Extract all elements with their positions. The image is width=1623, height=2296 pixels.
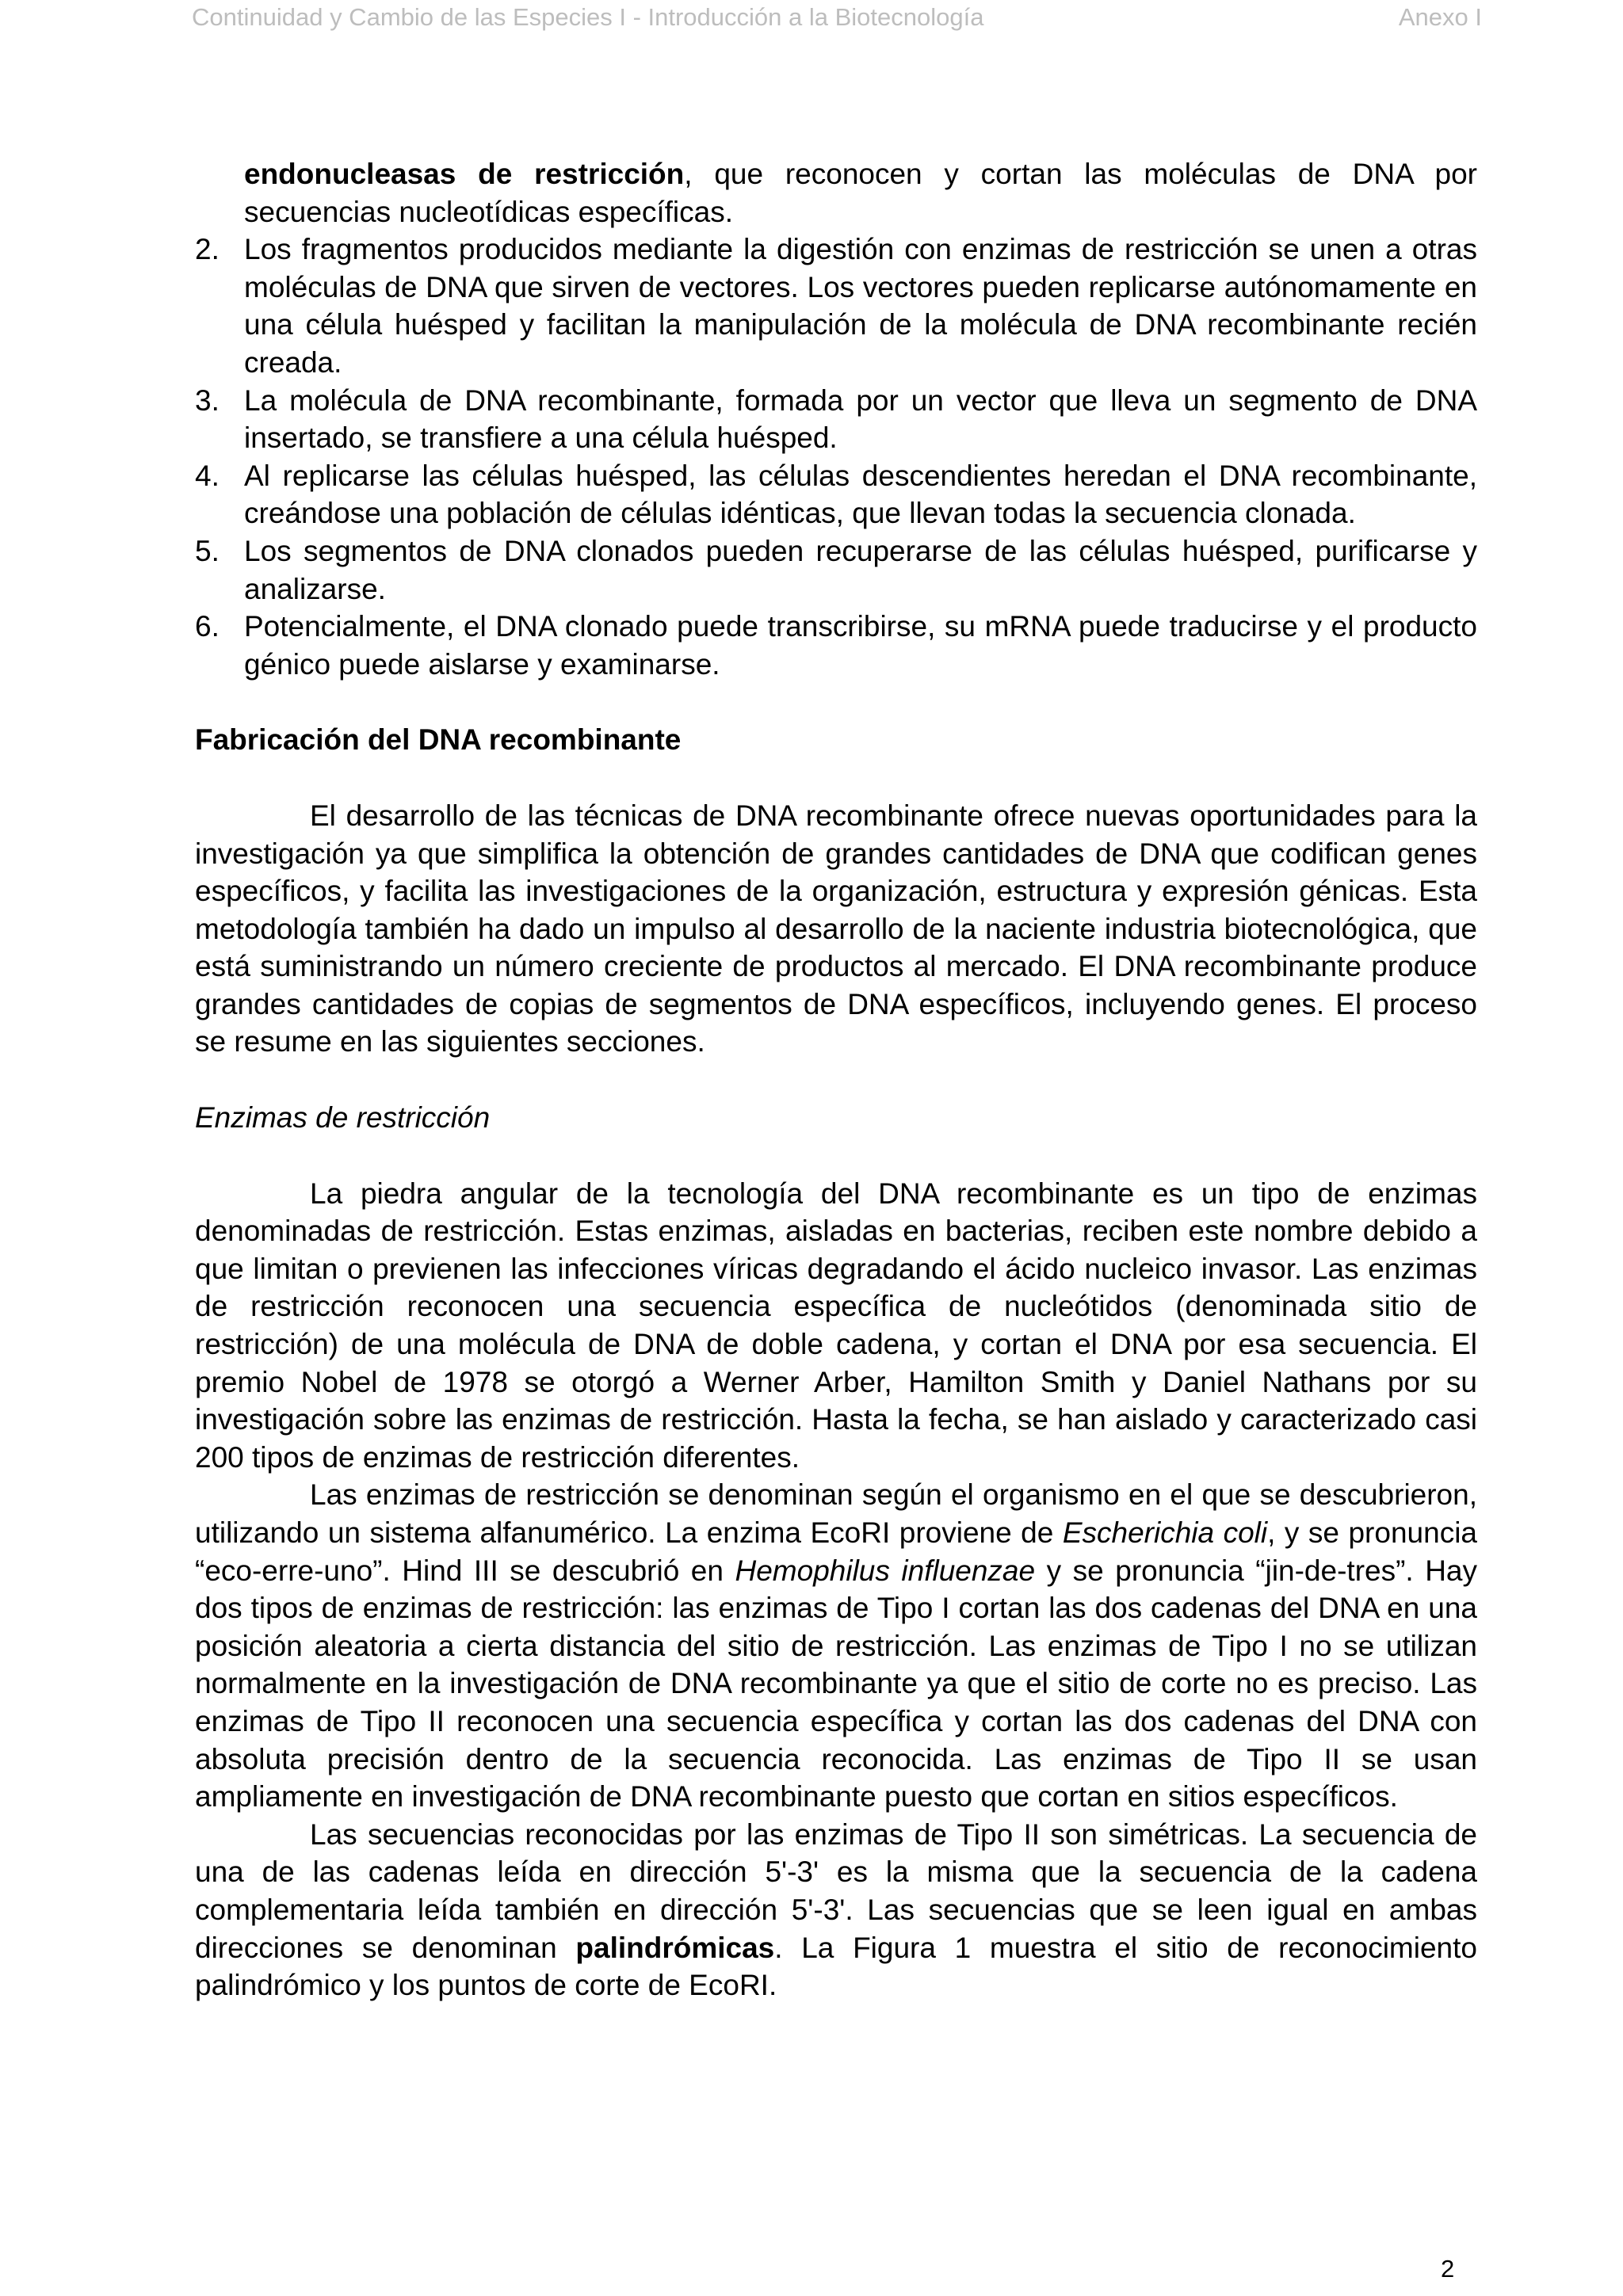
section-heading: Fabricación del DNA recombinante xyxy=(195,723,682,757)
list-item xyxy=(195,231,1477,381)
list-item-number: 3. xyxy=(195,383,220,417)
page-number: 2 xyxy=(1441,2255,1455,2283)
list-item-text: Los fragmentos producidos mediante la digestión con enzimas de restricción se unen a otras moléculas de DNA que sirven de vectores. Los vectores pueden replicarse autónomamente en una célula huésped y facilitan la manipulación de la molécula de DNA recombinante recién creada. xyxy=(244,233,1477,379)
header-title: Continuidad y Cambio de las Especies I - Introducción a la Biotecnología xyxy=(192,3,984,31)
bold-term: endonucleasas de restricción xyxy=(244,158,685,190)
list-item-text: La molécula de DNA recombinante, formada por un vector que lleva un segmento de DNA insertado, se transfiere a una célula huésped. xyxy=(244,383,1477,455)
paragraph-text: Las secuencias reconocidas por las enzimas de Tipo II son simétricas. La secuencia de una de las cadenas leída en dirección 5'-3' es la misma que la secuencia de la cadena complementaria leída también en dirección 5'-3'. Las secuencias que se leen igual en ambas direcciones se denominan xyxy=(195,1817,1477,1964)
subsection-heading: Enzimas de restricción xyxy=(195,1101,491,1135)
list-item-number: 2. xyxy=(195,233,220,266)
paragraph-text: , y se pronuncia “eco-erre-uno”. Hind III se descubrió en xyxy=(195,1516,1477,1587)
paragraph-restriction-intro: La piedra angular de la tecnología del DNA recombinante es un tipo de enzimas denominadas de restricción. Estas enzimas, aisladas en bacterias, reciben este nombre debido a que limitan o previenen las infecciones víricas degradando el ácido nucleico invasor. Las enzimas de restricción reconocen una secuencia específica de nucleótidos (denominada sitio de restricción) de una molécula de DNA de doble cadena, y cortan el DNA por esa secuencia. El premio Nobel de 1978 se otorgó a Werner Arber, Hamilton Smith y Daniel Nathans por su investigación sobre las enzimas de restricción. Hasta la fecha, se han aislado y caracterizado casi 200 tipos de enzimas de restricción diferentes. xyxy=(195,1177,1477,1474)
list-item-number: 5. xyxy=(195,534,220,567)
paragraph-text: y se pronuncia “jin-de-tres”. Hay dos tipos de enzimas de restricción: las enzimas de Tipo I cortan las dos cadenas del DNA en una posición aleatoria a cierta distancia del sitio de restricción. Las enzimas de Tipo I no se utilizan normalmente en la investigación de DNA recombinante ya que el sitio de corte no es preciso. Las enzimas de Tipo II reconocen una secuencia específica y cortan las dos cadenas del DNA con absoluta precisión dentro de la secuencia reconocida. Las enzimas de Tipo II se usan ampliamente en investigación de DNA recombinante puesto que cortan en sitios específicos. xyxy=(195,1554,1478,1814)
species-name: Hemophilus influenzae xyxy=(735,1554,1036,1587)
list-item-text: Los segmentos de DNA clonados pueden recuperarse de las células huésped, purificarse y analizarse. xyxy=(244,534,1477,605)
paragraph-text: Las enzimas de restricción se denominan según el organismo en el que se descubrieron, utilizando un sistema alfanumérico. La enzima EcoRI proviene de xyxy=(195,1478,1477,1549)
paragraph-restriction-naming xyxy=(195,1476,1477,1815)
section-paragraph: El desarrollo de las técnicas de DNA recombinante ofrece nuevas oportunidades para la investigación ya que simplifica la obtención de grandes cantidades de DNA que codifican genes específicos, y facilita las investigaciones de la organización, estructura y expresión génicas. Esta metodología también ha dado un impulso al desarrollo de la naciente industria biotecnológica, que está suministrando un número creciente de productos al mercado. El DNA recombinante produce grandes cantidades de copias de segmentos de DNA específicos, incluyendo genes. El proceso se resume en las siguientes secciones. xyxy=(195,799,1477,1058)
document-body xyxy=(195,155,1477,2004)
list-item xyxy=(195,608,1477,683)
list-item-number: 6. xyxy=(195,610,220,643)
list-item xyxy=(195,382,1477,457)
list-item xyxy=(195,457,1477,532)
list-item-text: Al replicarse las células huésped, las células descendientes heredan el DNA recombinante, creándose una población de células idénticas, que llevan todas la secuencia clonada. xyxy=(244,459,1477,530)
list-item-continuation xyxy=(195,155,1477,231)
list-item-text: Potencialmente, el DNA clonado puede transcribirse, su mRNA puede traducirse y el producto génico puede aislarse y examinarse. xyxy=(244,610,1477,681)
list-item-text: , que reconocen y cortan las moléculas de DNA por secuencias nucleotídicas específicas. xyxy=(244,158,1477,228)
page-header xyxy=(0,3,1623,35)
paragraph-palindromic xyxy=(195,1816,1477,2004)
header-annex-label: Anexo I xyxy=(1398,3,1482,31)
bold-term: palindrómicas xyxy=(575,1931,775,1964)
species-name: Escherichia coli xyxy=(1062,1516,1268,1549)
list-item xyxy=(195,532,1477,608)
paragraph-text: . La Figura 1 muestra el sitio de reconocimiento palindrómico y los puntos de corte de EcoRI. xyxy=(195,1931,1477,2002)
list-item-number: 4. xyxy=(195,459,220,492)
